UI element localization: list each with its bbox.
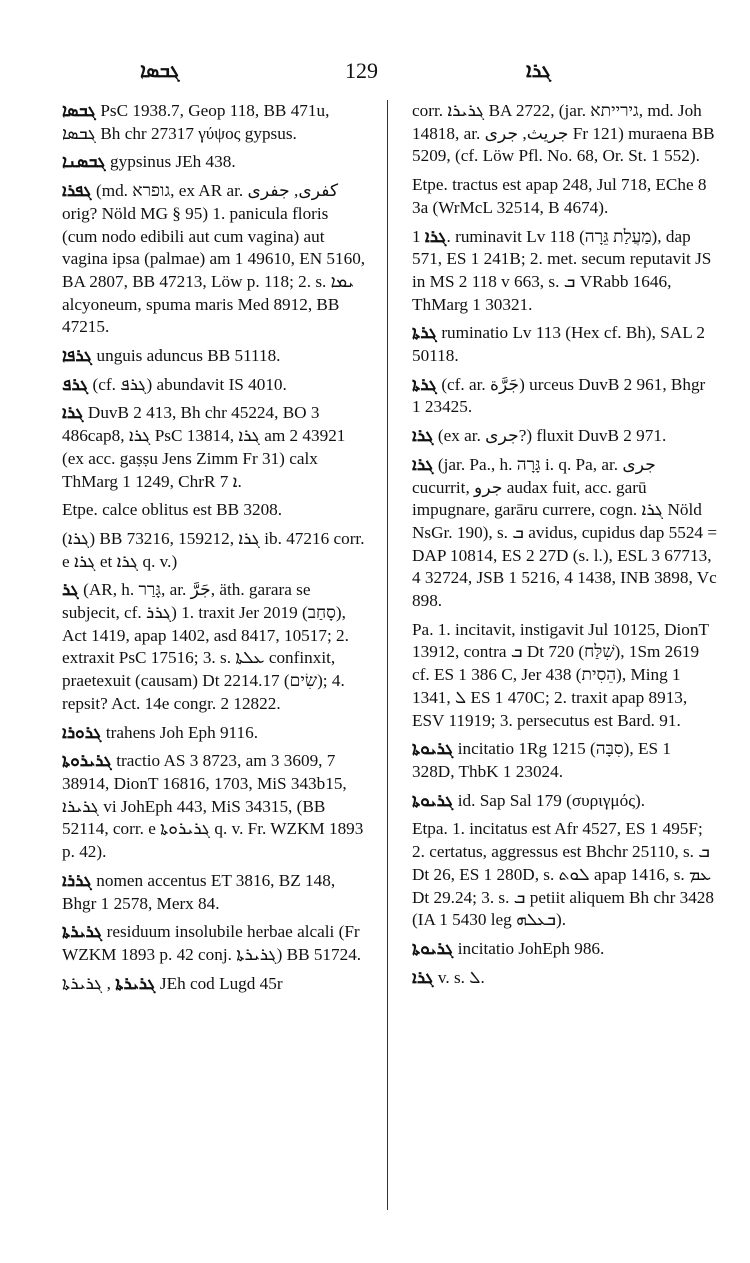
- dictionary-entry: [62, 579, 367, 715]
- entry-text: incitatio 1Rg 1215 (סִבָּה), ES 1 328D, ThbK 1 23024.: [412, 739, 671, 781]
- dictionary-entry: [62, 870, 367, 915]
- syriac-headword: ܓܪܬܐ: [412, 374, 438, 394]
- entry-text: Etpa. 1. incitatus est Afr 4527, ES 1 495F; 2. certatus, aggressus est Bhchr 25110, s. ܒ Dt 26, ES 1 280D, s. ܠܘܬ apap 1416, s. ܥܡ Dt 29.24; 3. s. ܒ petiit aliquem Bh chr 3428 (IA 1 5430 leg ܒܥܠܗ).: [412, 819, 714, 930]
- dictionary-entry: [62, 921, 367, 966]
- dictionary-entry: [412, 790, 717, 813]
- entry-text: unguis aduncus BB 51118.: [96, 346, 281, 366]
- syriac-headword: ܓܪ: [62, 580, 79, 600]
- entry-text: (AR, h. גָּרַר, ar. جَرَّ, äth. garara se subjecit, cf. ܓܪܪ) 1. traxit Jer 2019 (סָחַב), Act 1419, apap 1402, asd 8417, 10517; 2. extraxit PsC 17516; 3. s. ܥܠܬܐ confinxit, praetexuit (causam) Dt 2214.17 (שִׂים); 4. repsit? Act. 14e congr. 2 12822.: [62, 580, 349, 713]
- entry-text: Etpe. tractus est apap 248, Jul 718, EChe 8 3a (WrMcL 32514, B 4674).: [412, 175, 707, 217]
- running-head-right: ܓܪܐ: [526, 60, 552, 82]
- syriac-headword: ܓܪܐ: [412, 967, 434, 987]
- entry-text: (cf. ar. جَرَّة) urceus DuvB 2 961, Bhgr 1 23425.: [412, 374, 706, 417]
- syriac-headword: ܓܪܬܐ: [412, 323, 438, 343]
- dictionary-entry: [412, 967, 717, 990]
- dictionary-entry: [62, 151, 367, 174]
- right-column: [412, 100, 717, 995]
- dictionary-entry: [62, 528, 367, 573]
- syriac-headword: ܓܪܝܘܬܐ: [412, 938, 454, 958]
- dictionary-entry: [62, 180, 367, 339]
- dictionary-entry: [412, 619, 717, 733]
- dictionary-entry: [412, 100, 717, 168]
- syriac-headword: ܓܪܐ: [412, 426, 434, 446]
- entry-text: PsC 1938.7, Geop 118, BB 471u, ܓܒܣܐ Bh chr 27317 γύψος gypsus.: [62, 101, 330, 143]
- dictionary-entry: [62, 722, 367, 745]
- entry-text: Etpe. calce oblitus est BB 3208.: [62, 500, 283, 520]
- syriac-headword: ܓܪܐ: [412, 454, 434, 474]
- entry-text: (jar. Pa., h. גָּרָה i. q. Pa, ar. جرى cucurrit, جرو audax fuit, acc. garū impugnare, garāru currere, cogn. ܓܪܐ Nöld NsGr. 190), s. ܒ avidus, cupidus dap 5524 = DAP 10814, ES 2 27D (s. l.), ESL 3 67713, 4 32724, JSB 1 5216, 4 1438, INB 3898, Vc 898.: [412, 454, 718, 611]
- dictionary-entry: [62, 750, 367, 864]
- syriac-headword: ܓܪܝܪܘܬܐ: [62, 751, 112, 771]
- entry-text: ruminatio Lv 113 (Hex cf. Bh), SAL 2 50118.: [412, 323, 705, 366]
- dictionary-entry: [412, 818, 717, 932]
- syriac-headword: ܓܪܐ: [424, 226, 447, 246]
- entry-text: incitatio JohEph 986.: [457, 938, 605, 958]
- dictionary-entry: [62, 973, 367, 996]
- page-number: 129: [345, 58, 378, 83]
- syriac-headword: ܓܪܘܪܐ: [62, 722, 102, 742]
- syriac-headword: ܓܪܝܪܬܐ: [62, 922, 103, 942]
- entry-text: tractio AS 3 8723, am 3 3609, 7 38914, DionT 16816, 1703, MiS 343b15, ܓܪܝܪܐ vi JohEph 443, MiS 34315, (BB 52114, corr. e ܓܪܝܪܘܬܐ q. v. Fr. WZKM 1893 p. 42).: [62, 751, 364, 862]
- entry-text: gypsinus JEh 438.: [110, 152, 236, 172]
- dictionary-entry: [62, 100, 367, 145]
- syriac-headword: ܓܪܝܘܬܐ: [412, 790, 454, 810]
- dictionary-entry: [412, 738, 717, 783]
- dictionary-entry: [62, 345, 367, 368]
- dictionary-entry: [412, 322, 717, 367]
- syriac-headword: ܓܦܪܐ: [62, 181, 92, 201]
- dictionary-entry: [62, 499, 367, 522]
- running-head-left: ܓܒܣܐ: [140, 60, 180, 82]
- entry-text: DuvB 2 413, Bh chr 45224, BO 3 486cap8, ܓܪܐ PsC 13814, ܓܪܐ am 2 43921 (ex acc. gaṣṣu Jens Zimm Fr 31) calx ThMarg 1 1249, ChrR ܐ 7.: [62, 403, 346, 491]
- syriac-headword: ܓܪܝܘܬܐ: [412, 739, 454, 759]
- dictionary-entry: [62, 402, 367, 493]
- entry-text: Pa. 1. incitavit, instigavit Jul 10125, DionT 13912, contra ܒ Dt 720 (שִׁלַּח), 1Sm 2619 cf. ES 1 386 C, Jer 438 (הֵסִית), Ming 1 1341, ܠ ES 1 470C; 2. traxit apap 8913, ESV 11919; 3. persecutus est Bard. 91.: [412, 619, 709, 730]
- column-divider: [387, 100, 388, 1210]
- entry-text: id. Sap Sal 179 (συριγμός).: [457, 790, 646, 810]
- syriac-headword: ܓܒܣܢܐ: [62, 152, 106, 172]
- entry-text: 1. ruminavit Lv 118 (מַעֲלַת גֵּרָה), dap 571, ES 1 241B; 2. met. secum reputavit JS in MS 2 118 v 663, s. ܒ VRabb 1646, ThMarg 1 30321.: [412, 226, 712, 314]
- syriac-headword: ܓܪܦ: [62, 374, 89, 394]
- syriac-headword: ܓܪܪܐ: [62, 870, 92, 890]
- entry-text: v. s. ܠ.: [437, 967, 485, 987]
- entry-text: nomen accentus ET 3816, BZ 148, Bhgr 1 2578, Merx 84.: [62, 870, 336, 913]
- entry-text: (ex ar. جرى?) fluxit DuvB 2 971.: [437, 426, 667, 446]
- entry-text: , ܓܪܝܪܬܐ JEh cod Lugd 45r: [62, 973, 283, 993]
- syriac-headword: ܓܒܣܐ: [62, 101, 97, 120]
- entry-text: (ܓܪܐ) BB 73216, 159212, ܓܪܐ ib. 47216 corr. e ܓܪܐ et ܓܪܐ q. v.): [62, 528, 365, 571]
- entry-text: corr. ܓܪܝܪܐ BA 2722, (jar. גירייתא, md. Joh 14818, ar. جريث, جرى Fr 121) muraena BB 5209, (cf. Löw Pfl. No. 68, Or. St. 1 552).: [412, 101, 715, 166]
- dictionary-entry: [412, 174, 717, 219]
- dictionary-entry: [412, 938, 717, 961]
- entry-text: trahens Joh Eph 9116.: [105, 722, 258, 742]
- entry-text: residuum insolubile herbae alcali (Fr WZKM 1893 p. 42 conj. ܓܪܝܪܬܐ) BB 51724.: [62, 922, 362, 964]
- syriac-headword: ܓܪܝܪܬܐ: [115, 973, 156, 993]
- syriac-headword: ܓܪܦܐ: [62, 346, 93, 366]
- entry-text: (md. גופרא, ex AR ar. كفرى, جفرى orig? Nöld MG § 95) 1. panicula floris (cum nodo edibili aut cum vagina) aut vagina ipsa (palmae) am 1 49610, EN 5160, BA 2807, BB 47213, Löw p. 118; 2. s. ܝܡܐ alcyoneum, spuma maris Med 8912, BB 47215.: [62, 181, 366, 337]
- entry-text: (cf. ܓܪܦ) abundavit IS 4010.: [92, 374, 287, 394]
- dictionary-entry: [412, 454, 717, 613]
- dictionary-entry: [412, 374, 717, 419]
- left-column: [62, 100, 367, 1001]
- dictionary-entry: [412, 425, 717, 448]
- syriac-headword: ܓܪܐ: [62, 403, 84, 423]
- dictionary-entry: [412, 226, 717, 317]
- dictionary-entry: [62, 374, 367, 397]
